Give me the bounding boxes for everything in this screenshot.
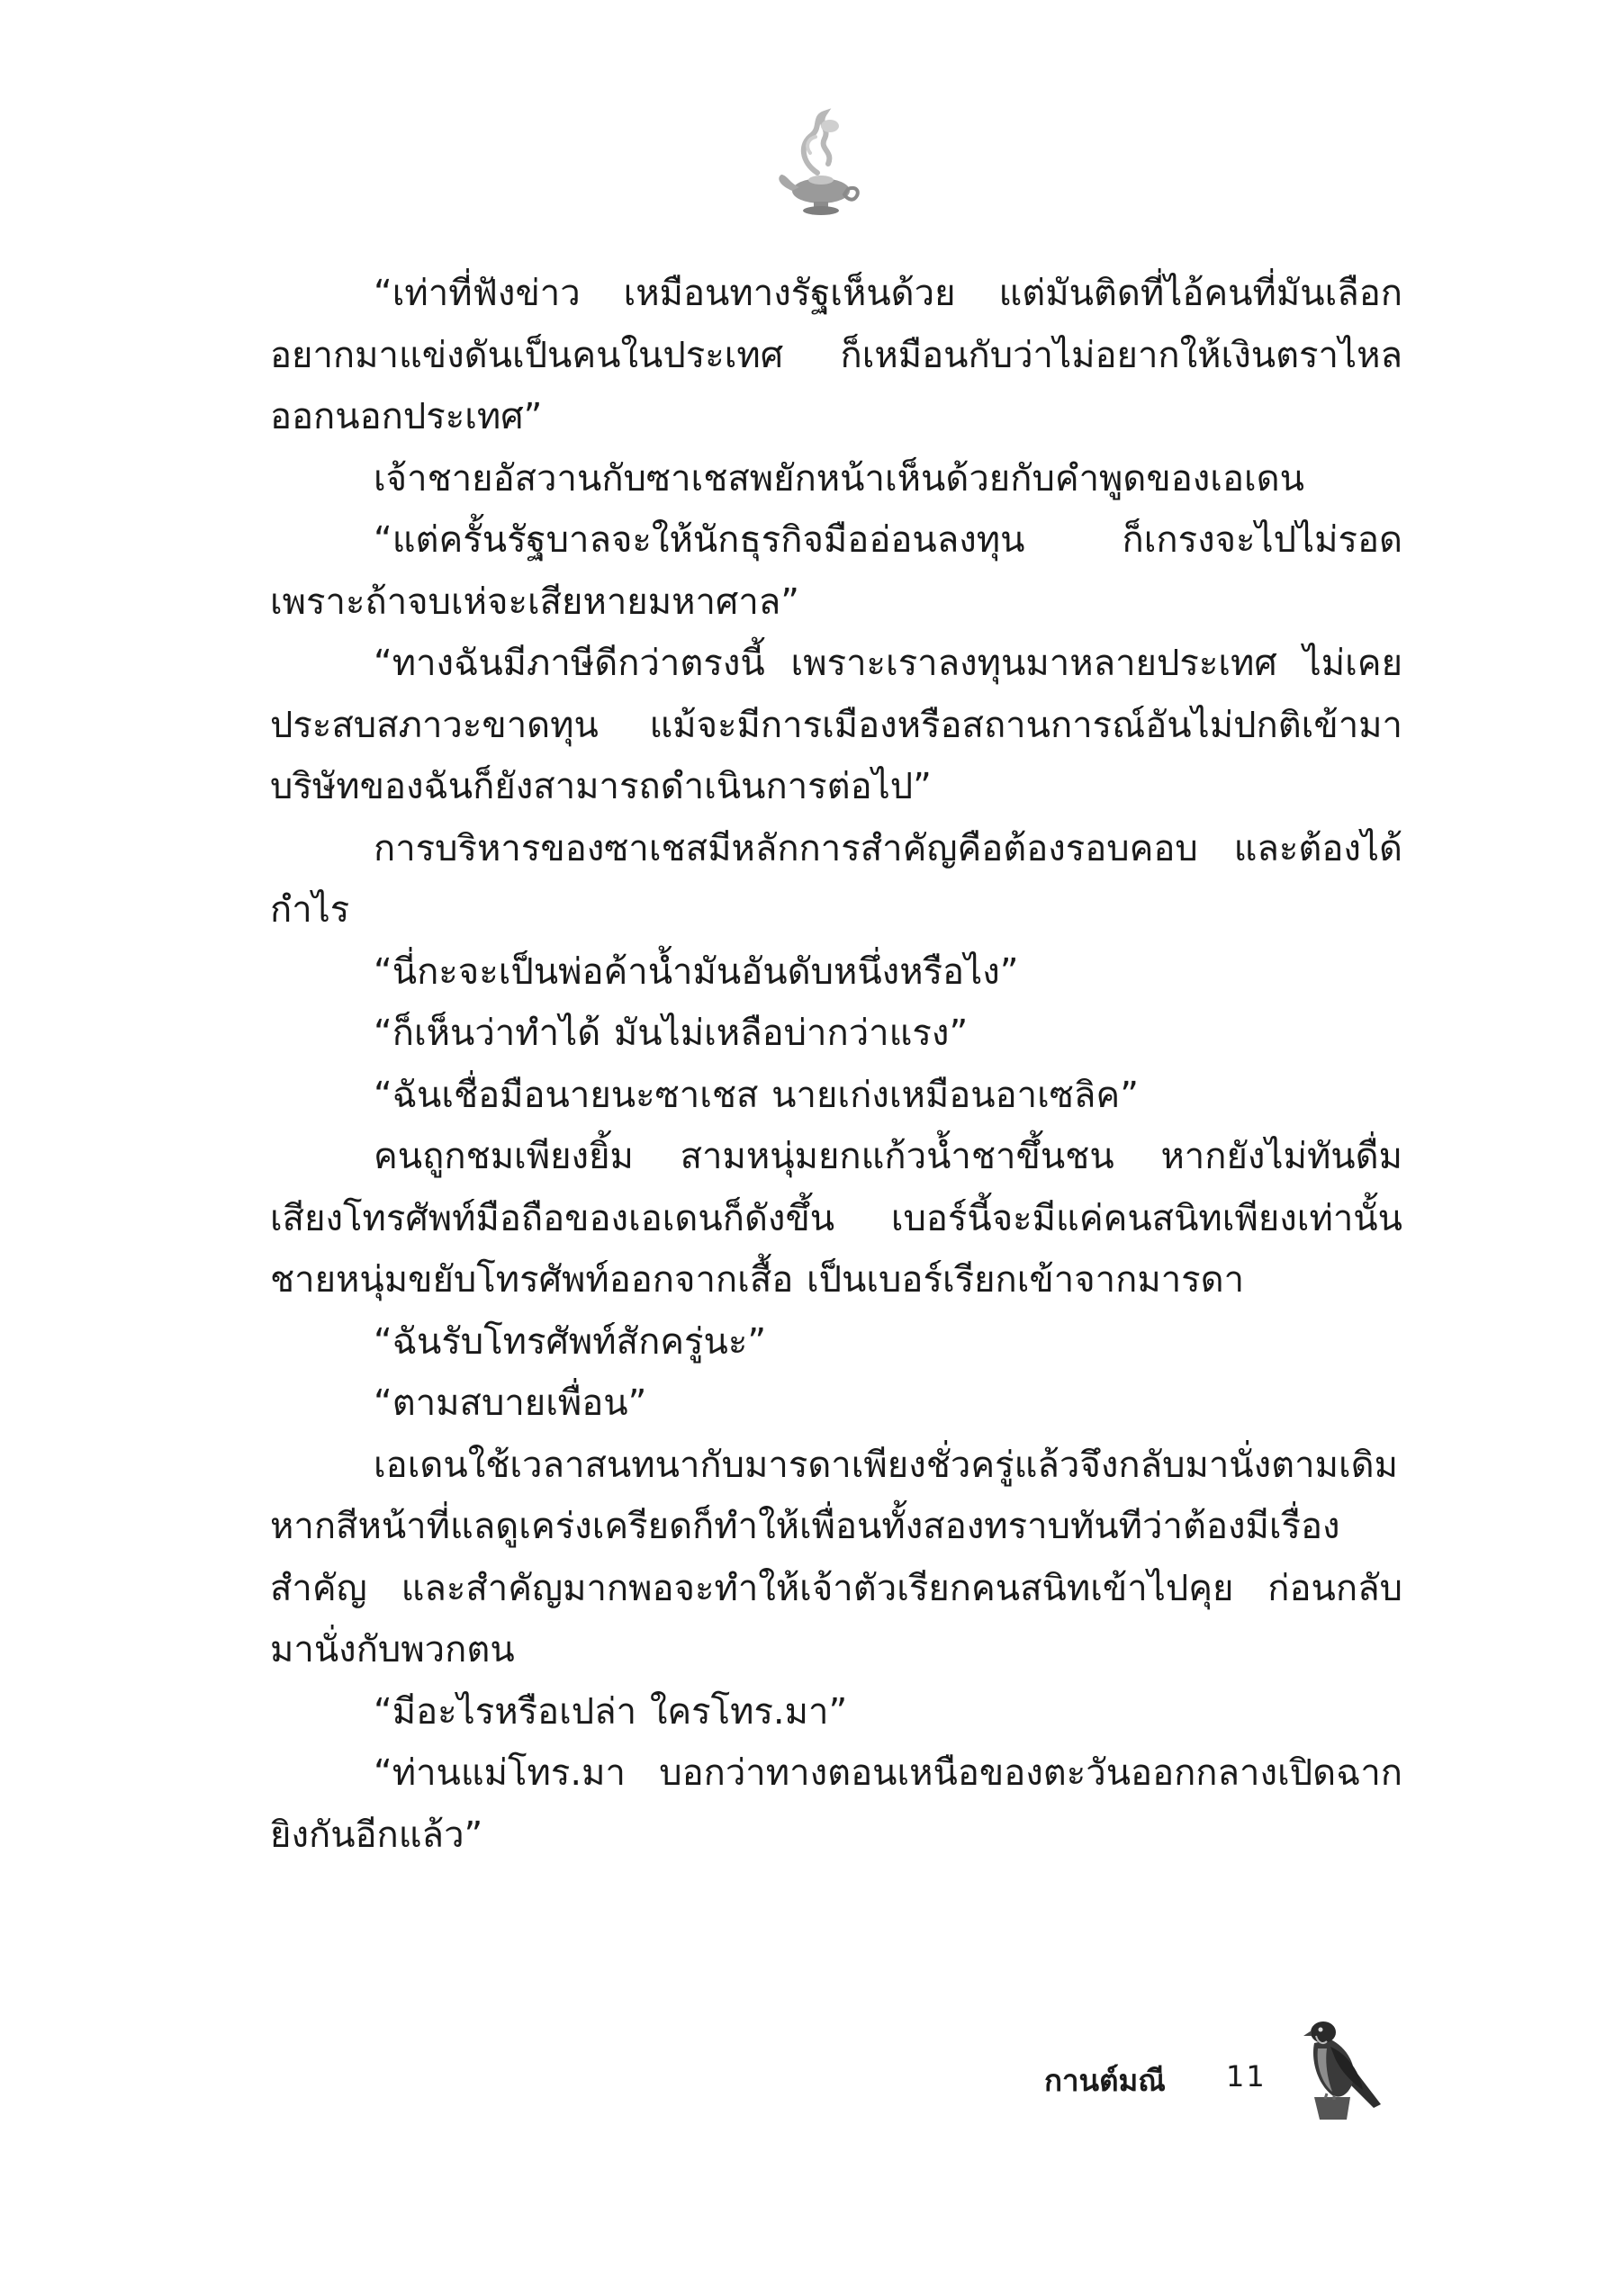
paragraph: “ก็เห็นว่าทำได้ มันไม่เหลือบ่ากว่าแรง” [374,1013,969,1054]
paragraph: “แต่ครั้นรัฐบาลจะให้นักธุรกิจมืออ่อนลงทุน ก็เกรงจะไปไม่รอดเพราะถ้าจบเห่จะเสียหายมหาศาล” [270,519,1402,623]
paragraph: เอเดนใช้เวลาสนทนากับมารดาเพียงชั่วครู่แล้วจึงกลับมานั่งตามเดิม หากสีหน้าที่แลดูเคร่งเครียดก็ทำให้เพื่อนทั้งสองทราบทันทีว่าต้องมีเรื่องสำคัญ และสำคัญมากพอจะทำให้เจ้าตัวเรียกคนสนิทเข้าไปคุย ก่อนกลับมานั่งกับพวกตน [270,1444,1402,1670]
paragraph: “ทางฉันมีภาษีดีกว่าตรงนี้ เพราะเราลงทุนมาหลายประเทศ ไม่เคยประสบสภาวะขาดทุน แม้จะมีการเมืองหรือสถานการณ์อันไม่ปกติเข้ามาบริษัทของฉันก็ยังสามารถดำเนินการต่อไป” [270,643,1402,807]
story-body [270,263,1402,1866]
paragraph: “ท่านแม่โทร.มา บอกว่าทางตอนเหนือของตะวันออกกลางเปิดฉากยิงกันอีกแล้ว” [270,1752,1402,1856]
paragraph: “ตามสบายเพื่อน” [374,1382,647,1424]
paragraph: คนถูกชมเพียงยิ้ม สามหนุ่มยกแก้วน้ำชาขึ้นชน หากยังไม่ทันดื่มเสียงโทรศัพท์มือถือของเอเดนก็ดังขึ้น เบอร์นี้จะมีแค่คนสนิทเพียงเท่านั้นชายหนุ่มขยับโทรศัพท์ออกจากเสื้อ เป็นเบอร์เรียกเข้าจากมารดา [270,1136,1402,1301]
paragraph: เจ้าชายอัสวานกับซาเชสพยักหน้าเห็นด้วยกับคำพูดของเอเดน [374,457,1304,500]
paragraph: “นี่กะจะเป็นพ่อค้าน้ำมันอันดับหนึ่งหรือไง” [374,950,1019,993]
page-number: 11 [1226,2059,1267,2093]
genie-lamp-icon [774,108,864,225]
falcon-icon [1287,2007,1391,2120]
paragraph: “เท่าที่ฟังข่าว เหมือนทางรัฐเห็นด้วย แต่มันติดที่ไอ้คนที่มันเลือกอยากมาแข่งดันเป็นคนในประเทศ ก็เหมือนกับว่าไม่อยากให้เงินตราไหลออกนอกประเทศ” [270,273,1402,437]
paragraph: “ฉันเชื่อมือนายนะซาเชส นายเก่งเหมือนอาเซลิค” [374,1074,1139,1116]
paragraph: “มีอะไรหรือเปล่า ใครโทร.มา” [374,1690,848,1733]
paragraph: “ฉันรับโทรศัพท์สักครู่นะ” [374,1320,767,1363]
book-title: กานต์มณี [1044,2063,1166,2098]
page-footer [1035,2007,1413,2124]
paragraph: การบริหารของซาเชสมีหลักการสำคัญคือต้องรอบคอบ และต้องได้กำไร [270,827,1402,931]
